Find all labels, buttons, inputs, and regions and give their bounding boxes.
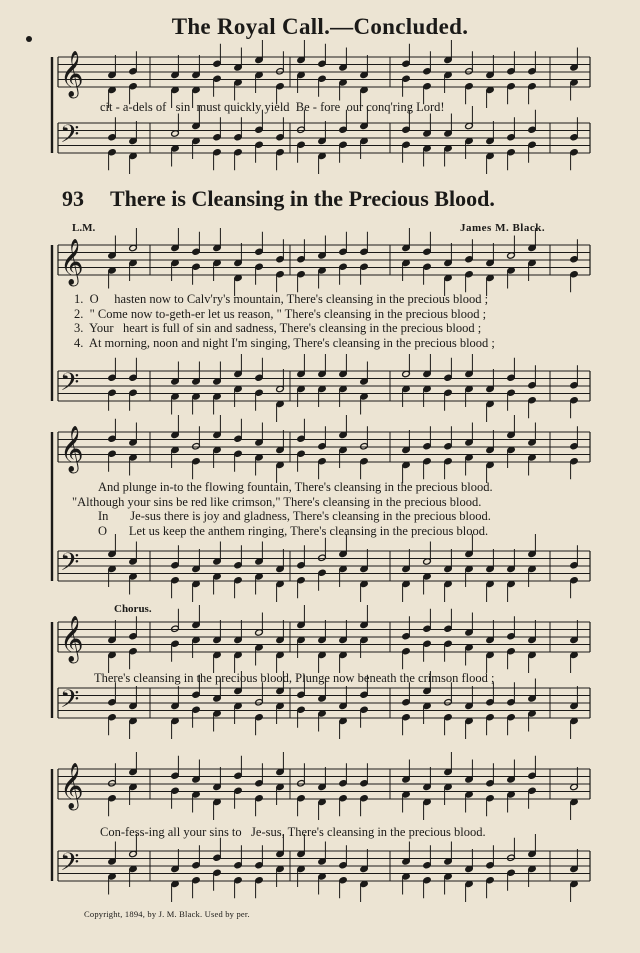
treble-clef-icon: 𝄞 [60, 239, 84, 285]
chorus-line-2: Con-fess-ing all your sins to Je-sus, There's cleansing in the precious blood. [100, 825, 486, 839]
verse-line-1: 1. O hasten now to Calv'ry's mountain, There's cleansing in the precious blood ; [74, 292, 489, 306]
treble-clef-icon: 𝄞 [60, 616, 84, 662]
verse-cont-1: And plunge in-to the flowing fountain, There's cleansing in the precious blood. [98, 480, 493, 494]
treble-clef-icon: 𝄞 [60, 763, 84, 809]
chorus-label: Chorus. [114, 603, 152, 615]
hymn-meter: L.M. [72, 222, 96, 234]
hymn-number: 93 [62, 186, 84, 211]
chorus-line-1: There's cleansing in the precious blood, Plunge now beneath the crimson flood ; [94, 671, 495, 685]
verse-cont-4: O Let us keep the anthem ringing, There's cleansing in the precious blood. [98, 524, 489, 538]
copyright-notice: Copyright, 1894, by J. M. Black. Used by per. [84, 909, 250, 919]
treble-clef-icon: 𝄞 [60, 426, 84, 472]
bass-clef-icon: 𝄢 [60, 548, 80, 583]
page-title: The Royal Call.—Concluded. [171, 14, 469, 39]
verse-line-3: 3. Your heart is full of sin and sadness, There's cleansing in the precious blood ; [74, 321, 482, 335]
bass-clef-icon: 𝄢 [60, 120, 80, 155]
verse-line-4: 4. At morning, noon and night I'm singing, There's cleansing in the precious blood ; [74, 336, 495, 350]
verse-cont-3: In Je-sus there is joy and gladness, There's cleansing in the precious blood. [98, 509, 491, 523]
bass-clef-icon: 𝄢 [60, 368, 80, 403]
top-lyric-line: cit - a-dels of sin must quickly yield Be - fore our conq'ring Lord! [100, 100, 445, 114]
verse-cont-2: "Although your sins be red like crimson," There's cleansing in the precious blood. [72, 495, 482, 509]
treble-clef-icon: 𝄞 [60, 51, 84, 97]
hymn-title: There is Cleansing in the Precious Blood. [110, 186, 495, 211]
bass-clef-icon: 𝄢 [60, 848, 80, 883]
hymn-composer: James M. Black. [460, 222, 546, 234]
bass-clef-icon: 𝄢 [60, 685, 80, 720]
verse-line-2: 2. " Come now to-geth-er let us reason, " There's cleansing in the precious blood ; [74, 307, 487, 321]
